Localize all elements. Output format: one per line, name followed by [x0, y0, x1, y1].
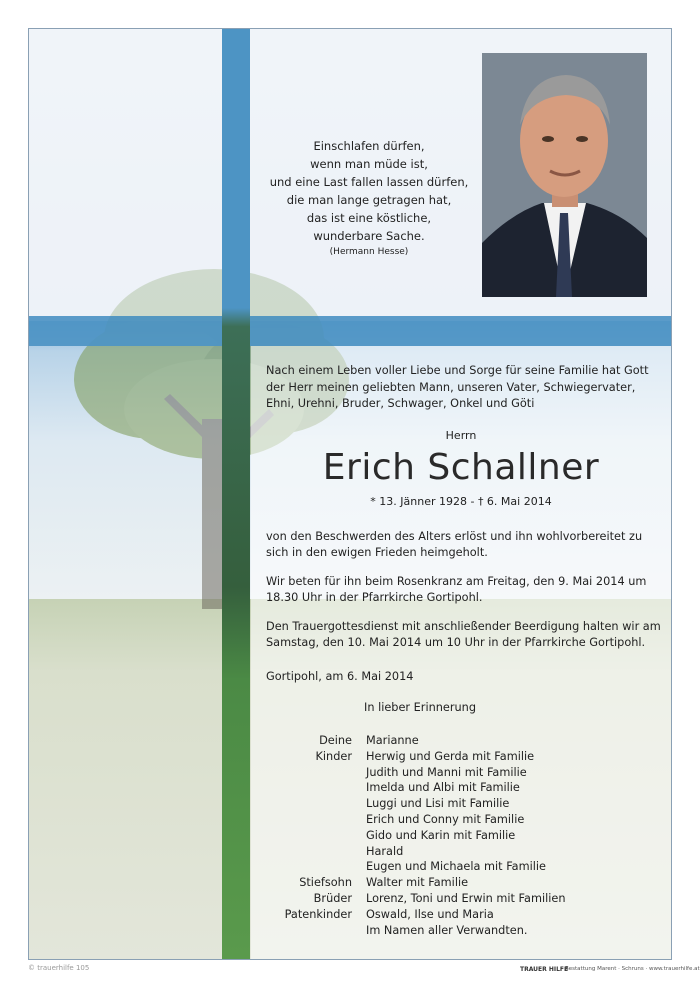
mourner-row [269, 859, 659, 875]
mourner-row [269, 796, 659, 812]
mourner-relation [269, 844, 366, 860]
poem-line: die man lange getragen hat, [286, 193, 452, 207]
mourner-name: Lorenz, Toni und Erwin mit Familien [366, 891, 566, 905]
poem-line: wenn man müde ist, [310, 157, 428, 171]
mourner-relation [269, 828, 366, 844]
mourner-relation: Brüder [313, 891, 352, 905]
mourner-row [269, 907, 659, 923]
mourner-row [269, 828, 659, 844]
poem-line: Einschlafen dürfen, [313, 139, 425, 153]
mourner-name: Gido und Karin mit Familie [366, 828, 516, 842]
mourner-name: Walter mit Familie [366, 876, 469, 890]
mourner-name: Imelda und Albi mit Familie [366, 781, 520, 795]
mourner-name: Luggi und Lisi mit Familie [366, 797, 510, 811]
poem-source: (Hermann Hesse) [329, 247, 409, 257]
mourner-row [269, 844, 659, 860]
mourner-row [269, 923, 659, 939]
footer-brand-logo: TRAUER HILFE [520, 966, 569, 973]
obituary-card [28, 28, 672, 960]
mourner-row [269, 749, 659, 765]
mourner-relation [269, 812, 366, 828]
cross-horizontal-beam [29, 316, 671, 346]
intro-text: Nach einem Leben voller Liebe und Sorge für seine Familie hat Gott der Herr meinen geliebten Mann, unseren Vater, Schwiegervater, Ehni, Urehni, Bruder, Schwager, Onkel und Göti [266, 364, 649, 410]
mourner-row [269, 875, 659, 891]
salutation: Herrn [445, 429, 477, 442]
mourner-relation: Deine [319, 734, 352, 747]
mourner-relation: Stiefsohn [299, 876, 352, 890]
mourner-name: Erich und Conny mit Familie [366, 812, 525, 826]
mourner-name: Herwig und Gerda mit Familie [366, 749, 535, 763]
mourner-relation: Patenkinder [284, 907, 352, 921]
mourner-name: Eugen und Michaela mit Familie [366, 860, 546, 874]
mourner-relation [269, 765, 366, 781]
footer-undertaker: Bestattung Marent · Schruns · www.trauerhilfe.at [565, 966, 700, 972]
mourner-name: Marianne [366, 734, 419, 747]
paragraph-heimgeholt: von den Beschwerden des Alters erlöst und ihn wohlvorbereitet zu sich in den ewigen Frieden heimgeholt. [266, 530, 643, 559]
deceased-name: Erich Schallner [322, 447, 600, 488]
paragraph-rosenkranz: Wir beten für ihn beim Rosenkranz am Freitag, den 9. Mai 2014 um 18.30 Uhr in der Pfarrkirche Gortipohl. [266, 575, 647, 604]
poem-line: und eine Last fallen lassen dürfen, [269, 175, 469, 189]
mourner-row [269, 891, 659, 907]
mourner-name: Judith und Manni mit Familie [366, 765, 527, 779]
poem [259, 137, 479, 259]
mourner-relation [269, 780, 366, 796]
mourner-name: Im Namen aller Verwandten. [366, 923, 528, 937]
mourner-row [269, 780, 659, 796]
paragraph-trauergottesdienst: Den Trauergottesdienst mit anschließender Beerdigung halten wir am Samstag, den 10. Mai 2014 um 10 Uhr in der Pfarrkirche Gortipohl. [266, 620, 661, 649]
cross-vertical-beam [222, 29, 250, 959]
mourner-name: Oswald, Ilse und Maria [366, 907, 494, 921]
mourner-relation [269, 859, 366, 875]
footer-copyright: © trauerhilfe 105 [28, 964, 90, 972]
mourner-name: Harald [366, 844, 404, 858]
mourner-row [269, 733, 659, 749]
mourner-row [269, 765, 659, 781]
mourners-list [269, 733, 659, 938]
mourner-relation [269, 796, 366, 812]
place-date: Gortipohl, am 6. Mai 2014 [266, 670, 414, 683]
poem-line: wunderbare Sache. [313, 229, 425, 243]
mourner-relation [269, 923, 366, 939]
mourner-relation: Kinder [315, 749, 352, 763]
memory-heading: In lieber Erinnerung [364, 701, 476, 714]
mourner-row [269, 812, 659, 828]
poem-line: das ist eine köstliche, [306, 211, 432, 225]
life-dates: * 13. Jänner 1928 - † 6. Mai 2014 [370, 495, 552, 508]
portrait-photo [482, 53, 647, 297]
